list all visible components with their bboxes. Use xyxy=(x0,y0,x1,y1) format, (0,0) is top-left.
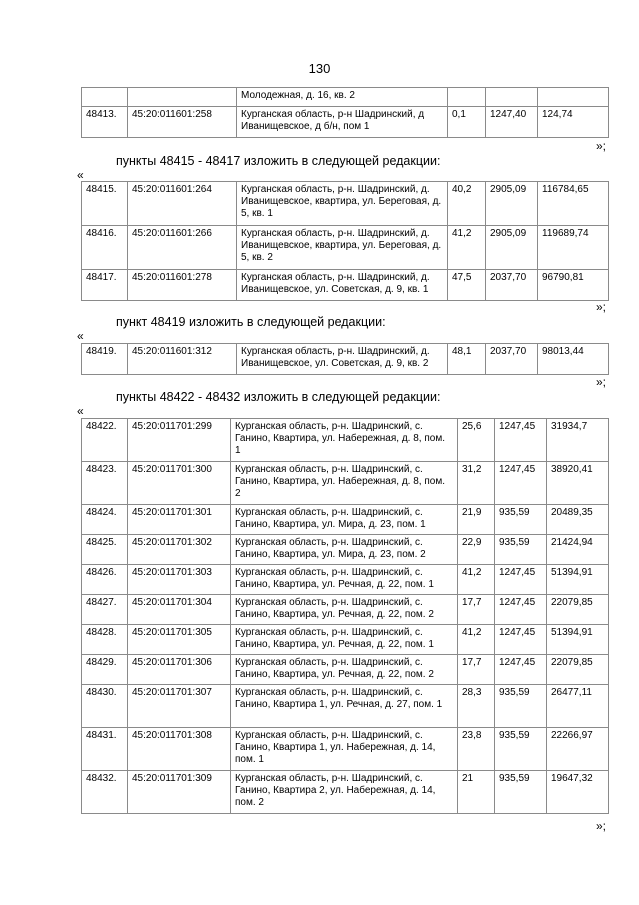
area: 40,2 xyxy=(448,182,486,226)
closing-quote: »; xyxy=(596,819,607,833)
row-number: 48424. xyxy=(82,505,128,535)
cost: 22266,97 xyxy=(547,728,609,771)
row-number: 48416. xyxy=(82,226,128,270)
page-number: 130 xyxy=(308,61,331,76)
cadastral-number: 45:20:011701:299 xyxy=(128,419,231,462)
address: Курганская область, р-н. Шадринский, с. Ганино, Квартира 1, ул. Набережная, д. 14, пом. 1 xyxy=(231,728,458,771)
area: 41,2 xyxy=(458,625,495,655)
table-row xyxy=(82,728,609,771)
row-number xyxy=(82,88,128,107)
cadastral-number: 45:20:011601:312 xyxy=(128,344,237,375)
table-row xyxy=(82,595,609,625)
row-number: 48415. xyxy=(82,182,128,226)
area: 21 xyxy=(458,771,495,814)
row-number: 48431. xyxy=(82,728,128,771)
table-row xyxy=(82,107,609,138)
row-number: 48430. xyxy=(82,685,128,728)
address: Курганская область, р-н. Шадринский, с. Ганино, Квартира, ул. Мира, д. 23, пом. 2 xyxy=(231,535,458,565)
cost: 21424,94 xyxy=(547,535,609,565)
address: Курганская область, р-н. Шадринский, с. Ганино, Квартира 1, ул. Речная, д. 27, пом. 1 xyxy=(231,685,458,728)
table-row xyxy=(82,625,609,655)
cost: 31934,7 xyxy=(547,419,609,462)
row-number: 48429. xyxy=(82,655,128,685)
area: 21,9 xyxy=(458,505,495,535)
cost: 124,74 xyxy=(538,107,609,138)
cadastral-number: 45:20:011701:303 xyxy=(128,565,231,595)
address: Курганская область, р-н. Шадринский, с. Ганино, Квартира, ул. Набережная, д. 8, пом. 1 xyxy=(231,419,458,462)
row-number: 48428. xyxy=(82,625,128,655)
address: Курганская область, р-н. Шадринский, с. Ганино, Квартира, ул. Речная, д. 22, пом. 2 xyxy=(231,595,458,625)
table-row xyxy=(82,182,609,226)
cost: 22079,85 xyxy=(547,655,609,685)
opening-quote: « xyxy=(77,404,84,418)
row-number: 48427. xyxy=(82,595,128,625)
cost: 22079,85 xyxy=(547,595,609,625)
cadastral-number xyxy=(128,88,237,107)
cadastral-number: 45:20:011701:302 xyxy=(128,535,231,565)
unit-price: 935,59 xyxy=(495,771,547,814)
address: Курганская область, р-н. Шадринский, д. Иванищевское, ул. Советская, д. 9, кв. 1 xyxy=(237,270,448,301)
cadastral-number: 45:20:011701:301 xyxy=(128,505,231,535)
table-row xyxy=(82,462,609,505)
cadastral-number: 45:20:011701:300 xyxy=(128,462,231,505)
unit-price: 1247,45 xyxy=(495,655,547,685)
unit-price: 1247,45 xyxy=(495,595,547,625)
unit-price: 935,59 xyxy=(495,505,547,535)
opening-quote: « xyxy=(77,329,84,343)
row-number: 48413. xyxy=(82,107,128,138)
table-row xyxy=(82,344,609,375)
cost: 51394,91 xyxy=(547,565,609,595)
cost: 51394,91 xyxy=(547,625,609,655)
cost: 119689,74 xyxy=(538,226,609,270)
table-row xyxy=(82,270,609,301)
unit-price: 2905,09 xyxy=(486,226,538,270)
area: 25,6 xyxy=(458,419,495,462)
address: Курганская область, р-н. Шадринский, с. Ганино, Квартира, ул. Речная, д. 22, пом. 2 xyxy=(231,655,458,685)
amendment-instruction: пункты 48415 - 48417 изложить в следующей редакции: xyxy=(116,154,441,168)
cadastral-number: 45:20:011701:308 xyxy=(128,728,231,771)
row-number: 48419. xyxy=(82,344,128,375)
table-row xyxy=(82,655,609,685)
unit-price: 1247,45 xyxy=(495,419,547,462)
address: Курганская область, р-н. Шадринский, с. Ганино, Квартира 2, ул. Набережная, д. 14, пом. 2 xyxy=(231,771,458,814)
cost: 20489,35 xyxy=(547,505,609,535)
cadastral-number: 45:20:011601:264 xyxy=(128,182,237,226)
property-table-3 xyxy=(81,343,609,375)
closing-quote: »; xyxy=(596,139,607,153)
area: 41,2 xyxy=(448,226,486,270)
cadastral-number: 45:20:011701:306 xyxy=(128,655,231,685)
row-number: 48422. xyxy=(82,419,128,462)
area: 23,8 xyxy=(458,728,495,771)
area: 31,2 xyxy=(458,462,495,505)
property-table-1 xyxy=(81,87,609,138)
unit-price: 1247,45 xyxy=(495,625,547,655)
area: 17,7 xyxy=(458,655,495,685)
table-row xyxy=(82,685,609,728)
cost xyxy=(538,88,609,107)
unit-price: 935,59 xyxy=(495,535,547,565)
row-number: 48432. xyxy=(82,771,128,814)
address: Курганская область, р-н. Шадринский, д. Иванищевское, ул. Советская, д. 9, кв. 2 xyxy=(237,344,448,375)
unit-price xyxy=(486,88,538,107)
unit-price: 1247,45 xyxy=(495,462,547,505)
row-number: 48423. xyxy=(82,462,128,505)
table-row xyxy=(82,535,609,565)
cost: 98013,44 xyxy=(538,344,609,375)
cadastral-number: 45:20:011601:266 xyxy=(128,226,237,270)
address: Курганская область, р-н. Шадринский, с. Ганино, Квартира, ул. Речная, д. 22, пом. 1 xyxy=(231,565,458,595)
area: 28,3 xyxy=(458,685,495,728)
cadastral-number: 45:20:011701:305 xyxy=(128,625,231,655)
unit-price: 1247,40 xyxy=(486,107,538,138)
area: 0,1 xyxy=(448,107,486,138)
table-row xyxy=(82,505,609,535)
area: 48,1 xyxy=(448,344,486,375)
cost: 26477,11 xyxy=(547,685,609,728)
property-table-4 xyxy=(81,418,609,814)
unit-price: 935,59 xyxy=(495,728,547,771)
unit-price: 1247,45 xyxy=(495,565,547,595)
cadastral-number: 45:20:011701:304 xyxy=(128,595,231,625)
amendment-instruction: пункты 48422 - 48432 изложить в следующей редакции: xyxy=(116,390,441,404)
unit-price: 2037,70 xyxy=(486,344,538,375)
area xyxy=(448,88,486,107)
closing-quote: »; xyxy=(596,375,607,389)
table-row xyxy=(82,771,609,814)
row-number: 48417. xyxy=(82,270,128,301)
address: Курганская область, р-н. Шадринский, д. Иванищевское, квартира, ул. Береговая, д. 5, кв. 1 xyxy=(237,182,448,226)
table-row xyxy=(82,565,609,595)
address: Курганская область, р-н. Шадринский, с. Ганино, Квартира, ул. Мира, д. 23, пом. 1 xyxy=(231,505,458,535)
unit-price: 2037,70 xyxy=(486,270,538,301)
cadastral-number: 45:20:011601:278 xyxy=(128,270,237,301)
cost: 19647,32 xyxy=(547,771,609,814)
address: Молодежная, д. 16, кв. 2 xyxy=(237,88,448,107)
unit-price: 935,59 xyxy=(495,685,547,728)
opening-quote: « xyxy=(77,168,84,182)
cadastral-number: 45:20:011701:307 xyxy=(128,685,231,728)
cost: 116784,65 xyxy=(538,182,609,226)
address: Курганская область, р-н. Шадринский, с. Ганино, Квартира, ул. Набережная, д. 8, пом. 2 xyxy=(231,462,458,505)
unit-price: 2905,09 xyxy=(486,182,538,226)
table-row xyxy=(82,419,609,462)
cost: 38920,41 xyxy=(547,462,609,505)
closing-quote: »; xyxy=(596,300,607,314)
area: 22,9 xyxy=(458,535,495,565)
cadastral-number: 45:20:011601:258 xyxy=(128,107,237,138)
cadastral-number: 45:20:011701:309 xyxy=(128,771,231,814)
area: 47,5 xyxy=(448,270,486,301)
property-table-2 xyxy=(81,181,609,301)
area: 17,7 xyxy=(458,595,495,625)
table-row xyxy=(82,88,609,107)
area: 41,2 xyxy=(458,565,495,595)
cost: 96790,81 xyxy=(538,270,609,301)
amendment-instruction: пункт 48419 изложить в следующей редакции: xyxy=(116,315,386,329)
row-number: 48426. xyxy=(82,565,128,595)
address: Курганская область, р-н. Шадринский, д. Иванищевское, квартира, ул. Береговая, д. 5, кв. 2 xyxy=(237,226,448,270)
table-row xyxy=(82,226,609,270)
address: Курганская область, р-н. Шадринский, с. Ганино, Квартира, ул. Речная, д. 22, пом. 1 xyxy=(231,625,458,655)
address: Курганская область, р-н Шадринский, д Иванищевское, д б/н, пом 1 xyxy=(237,107,448,138)
row-number: 48425. xyxy=(82,535,128,565)
